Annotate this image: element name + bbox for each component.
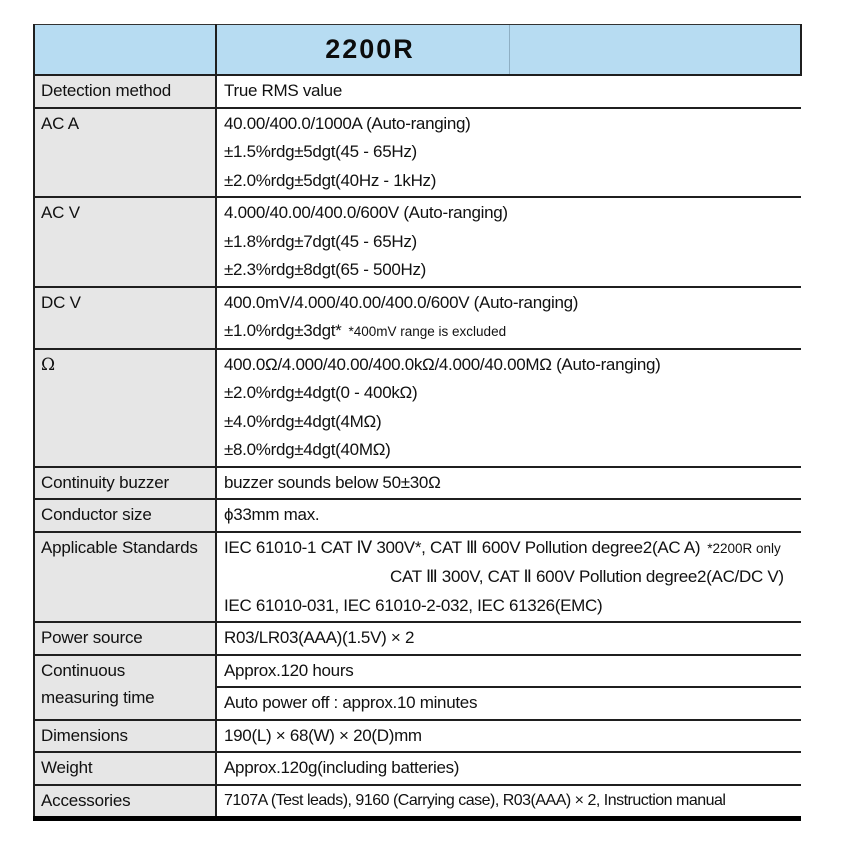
row-value xyxy=(216,287,801,349)
row-power-source xyxy=(34,622,801,655)
row-label: Conductor size xyxy=(34,499,216,532)
spec-line: True RMS value xyxy=(224,81,342,100)
row-value xyxy=(216,467,801,500)
spec-line: buzzer sounds below 50±30Ω xyxy=(224,472,441,492)
spec-line: R03/LR03(AAA)(1.5V) × 2 xyxy=(224,628,415,647)
spec-line: ±1.5%rdg±5dgt(45 - 65Hz) xyxy=(224,142,417,161)
spec-table-wrap xyxy=(33,24,802,821)
row-applicable-standards xyxy=(34,532,801,623)
model-title: 2200R xyxy=(325,34,415,64)
row-label: Applicable Standards xyxy=(34,532,216,623)
row-label: AC V xyxy=(34,197,216,287)
row-value xyxy=(216,108,801,198)
spec-line: ±8.0%rdg±4dgt(40MΩ) xyxy=(224,440,391,459)
row-ac-a xyxy=(34,108,801,198)
row-value xyxy=(216,197,801,287)
header-row xyxy=(34,25,801,76)
spec-line: 190(L) × 68(W) × 20(D)mm xyxy=(224,725,422,745)
row-label: AC A xyxy=(34,108,216,198)
spec-line xyxy=(224,317,797,347)
row-label: Dimensions xyxy=(34,720,216,753)
row-conductor-size xyxy=(34,499,801,532)
spec-line: ±2.0%rdg±4dgt(0 - 400kΩ) xyxy=(224,383,418,402)
spec-line: 400.0mV/4.000/40.00/400.0/600V (Auto-ranging) xyxy=(224,292,579,312)
row-value xyxy=(216,655,801,688)
row-value xyxy=(216,785,801,819)
spec-line-note: *2200R only xyxy=(707,540,781,556)
row-dimensions xyxy=(34,720,801,753)
row-dc-v xyxy=(34,287,801,349)
spec-line: 7107A (Test leads), 9160 (Carrying case), R03(AAA) × 2, Instruction manual xyxy=(224,791,726,809)
row-weight xyxy=(34,752,801,785)
row-label: Continuity buzzer xyxy=(34,467,216,500)
row-continuous-measuring-time xyxy=(34,655,801,688)
spec-line-main: IEC 61010-1 CAT Ⅳ 300V*, CAT Ⅲ 600V Pollution degree2(AC A) xyxy=(224,537,701,557)
spec-line: ±2.0%rdg±5dgt(40Hz - 1kHz) xyxy=(224,170,437,190)
spec-line: IEC 61010-031, IEC 61010-2-032, IEC 61326(EMC) xyxy=(224,595,603,615)
row-continuity-buzzer xyxy=(34,467,801,500)
row-label: Detection method xyxy=(34,75,216,108)
row-label-omega: Ω xyxy=(34,349,216,467)
spec-table xyxy=(33,24,802,821)
spec-line: ±1.8%rdg±7dgt(45 - 65Hz) xyxy=(224,231,417,251)
spec-line: 40.00/400.0/1000A (Auto-ranging) xyxy=(224,113,471,133)
row-ohm xyxy=(34,349,801,467)
row-label: Power source xyxy=(34,622,216,655)
header-model-cell xyxy=(216,25,801,76)
row-detection-method xyxy=(34,75,801,108)
row-value xyxy=(216,720,801,753)
spec-line: ϕ33mm max. xyxy=(224,505,320,524)
spec-line xyxy=(224,534,797,564)
spec-line: Approx.120 hours xyxy=(224,660,354,680)
row-ac-v xyxy=(34,197,801,287)
header-label-cell xyxy=(34,25,216,76)
row-label: Weight xyxy=(34,752,216,785)
row-value xyxy=(216,622,801,655)
spec-line: ±2.3%rdg±8dgt(65 - 500Hz) xyxy=(224,260,427,279)
row-value xyxy=(216,532,801,623)
spec-line: CAT Ⅲ 300V, CAT Ⅱ 600V Pollution degree2(AC/DC V) xyxy=(390,567,784,586)
header-column-divider xyxy=(509,25,510,74)
row-accessories xyxy=(34,785,801,819)
spec-line: Approx.120g(including batteries) xyxy=(224,758,460,777)
row-label: Accessories xyxy=(34,785,216,819)
row-label: DC V xyxy=(34,287,216,349)
row-value xyxy=(216,349,801,467)
row-value xyxy=(216,75,801,108)
spec-line-main: ±1.0%rdg±3dgt* xyxy=(224,321,342,340)
spec-line: ±4.0%rdg±4dgt(4MΩ) xyxy=(224,411,382,431)
spec-line: 4.000/40.00/400.0/600V (Auto-ranging) xyxy=(224,203,508,222)
spec-line-note: *400mV range is excluded xyxy=(348,324,507,339)
spec-line: 400.0Ω/4.000/40.00/400.0kΩ/4.000/40.00MΩ (Auto-ranging) xyxy=(224,354,661,374)
row-value xyxy=(216,752,801,785)
row-label-text: Continuous measuring time xyxy=(41,660,155,707)
row-value xyxy=(216,499,801,532)
row-value xyxy=(216,687,801,720)
spec-line: Auto power off : approx.10 minutes xyxy=(224,693,478,712)
row-label xyxy=(34,655,216,720)
